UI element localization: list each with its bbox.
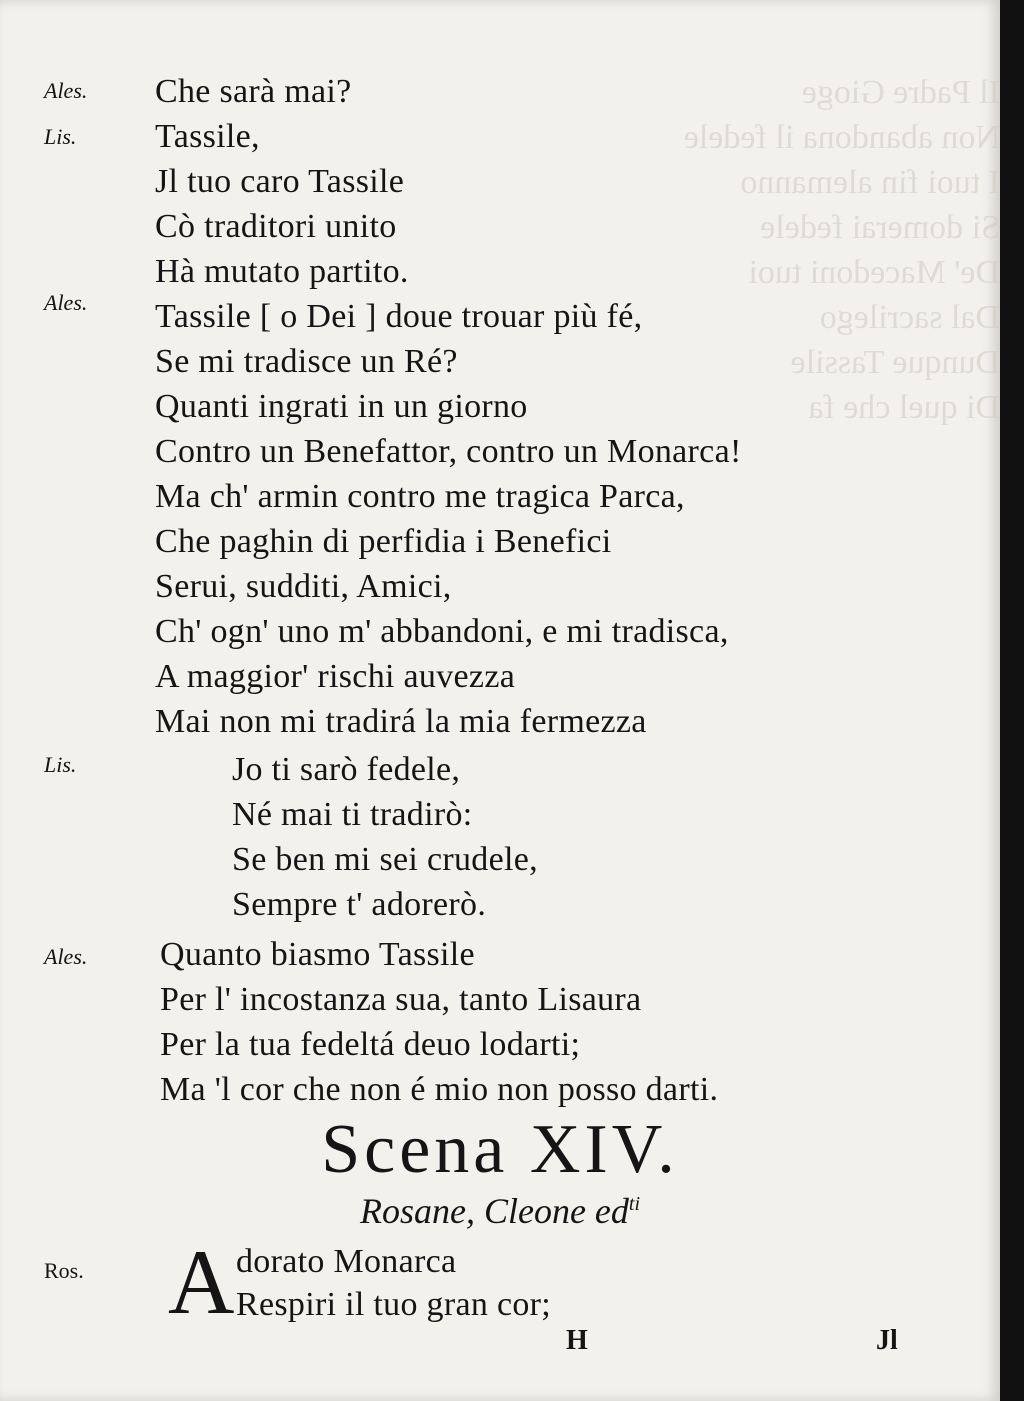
drop-cap: A — [168, 1231, 235, 1333]
verse-line: Hà mutato partito. — [155, 253, 409, 290]
catchword: Jl — [876, 1325, 898, 1356]
verse-line: Né mai ti tradirò: — [232, 796, 473, 833]
verse-line: Contro un Benefattor, contro un Monarca! — [155, 433, 742, 470]
verse-line: Serui, sudditi, Amici, — [155, 568, 452, 605]
verse-line: Per l' incostanza sua, tanto Lisaura — [160, 981, 642, 1018]
verse-line: Che paghin di perfidia i Benefici — [155, 523, 612, 560]
verse-line: Jo ti sarò fedele, — [232, 751, 461, 788]
scene-characters-text: Rosane, Cleone ed — [359, 1191, 629, 1231]
speaker-label: Ros. — [44, 1258, 84, 1283]
signature-mark: H — [566, 1325, 588, 1356]
verse-line: Jl tuo caro Tassile — [155, 163, 405, 200]
verse-line: Tassile, — [155, 118, 260, 155]
verse-line: Se ben mi sei crudele, — [232, 841, 538, 878]
speaker-label: Ales. — [44, 78, 88, 103]
scene-title: Scena XIV. — [321, 1111, 679, 1188]
scene-characters-sup: ti — [628, 1193, 641, 1215]
verse-line: Cò traditori unito — [155, 208, 397, 245]
verse-line: Ma ch' armin contro me tragica Parca, — [155, 478, 685, 515]
verse-line: Ma 'l cor che non é mio non posso darti. — [160, 1071, 719, 1108]
speaker-label: Ales. — [44, 944, 88, 969]
verse-line: Tassile [ o Dei ] doue trouar più fé, — [155, 298, 643, 335]
verse-line: Respiri il tuo gran cor; — [236, 1286, 552, 1323]
verse-line: Ch' ogn' uno m' abbandoni, e mi tradisca, — [155, 613, 729, 650]
verse-line: Se mi tradisce un Ré? — [155, 343, 458, 380]
verse-line: Che sarà mai? — [155, 73, 352, 110]
scene-characters — [0, 1190, 1000, 1232]
verse-line: dorato Monarca — [236, 1243, 457, 1280]
verse-line: Per la tua fedeltá deuo lodarti; — [160, 1026, 581, 1063]
verse-line: Mai non mi tradirá la mia fermezza — [155, 703, 647, 740]
speaker-label: Lis. — [44, 752, 77, 777]
speaker-label: Lis. — [44, 124, 77, 149]
verse-line: A maggior' rischi auvezza — [155, 658, 516, 695]
verse-line: Quanto biasmo Tassile — [160, 936, 475, 973]
bleed-through-text: Il Padre Gioge Non abandona il fedele I tuoi fin alemanno Si domerai fedele De' Macedoni tuoi Dal sacrilego Dunque Tassile Di quel che fa — [683, 74, 1000, 426]
speaker-label: Ales. — [44, 290, 88, 315]
verse-line: Sempre t' adorerò. — [232, 886, 487, 923]
verse-line: Quanti ingrati in un giorno — [155, 388, 528, 425]
